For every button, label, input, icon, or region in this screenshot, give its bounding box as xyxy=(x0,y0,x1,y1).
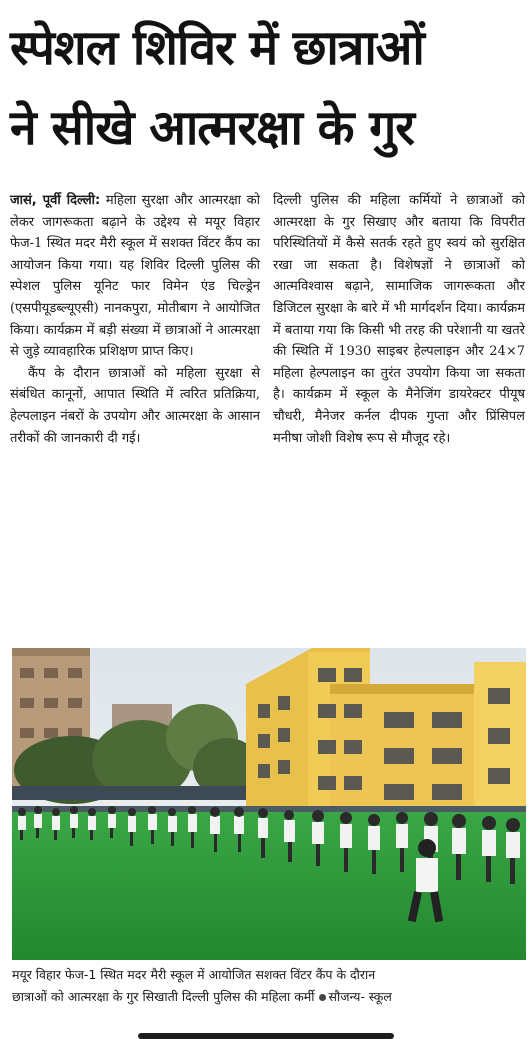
photo-credit: सौजन्य- स्कूल xyxy=(328,989,392,1004)
caption-line-2 xyxy=(12,986,526,1008)
home-indicator xyxy=(138,1033,394,1039)
caption-line-1: मयूर विहार फेज-1 स्थित मदर मैरी स्कूल में आयोजित सशक्त विंटर कैंप के दौरान xyxy=(12,967,376,982)
headline-line-2: ने सीखे आत्मरक्षा के गुर xyxy=(10,100,414,156)
article-paragraph-2: कैंप के दौरान छात्राओं को महिला सुरक्षा से संबंधित कानूनों, आपात स्थिति में त्वरित प्रतिक्रिया, हेल्पलाइन नंबरों के उपयोग और आत्मरक्षा के आसान तरीकों की जानकारी दी गई। xyxy=(10,365,260,446)
caption-line-2-text: छात्राओं को आत्मरक्षा के गुर सिखाती दिल्ली पुलिस की महिला कर्मी xyxy=(12,989,315,1004)
article-paragraph-3: दिल्ली पुलिस की महिला कर्मियों ने छात्राओं को आत्मरक्षा के गुर सिखाए और बताया कि विपरीत परिस्थितियों में कैसे सतर्क रहते हुए स्वयं को सुरक्षित रखा जा सकता है। विशेषज्ञों ने छात्राओं को आत्मविश्वास बढ़ाने, सामाजिक जागरूकता और डिजिटल सुरक्षा के बारे में भी मार्गदर्शन दिया। कार्यक्रम में बताया गया कि किसी भी तरह की परेशानी या खतरे की स्थिति में 1930 साइबर हेल्पलाइन और 24×7 महिला हेल्पलाइन का तुरंत उपयोग किया जा सकता है। कार्यक्रम में स्कूल के मैनेजिंग डायरेक्टर पीयूष चौधरी, मैनेजर कर्नल दीपक गुप्ता और प्रिंसिपल मनीषा जोशी विशेष रूप से मौजूद रहे। xyxy=(273,193,525,446)
article-column-right xyxy=(273,190,525,449)
headline-line-1: स्पेशल शिविर में छात्राओं xyxy=(10,20,424,76)
article-paragraph-1-text: महिला सुरक्षा और आत्मरक्षा को लेकर जागरूकता बढ़ाने के उद्देश्य से मयूर विहार फेज-1 स्थित मदर मैरी स्कूल में सशक्त विंटर कैंप का आयोजन किया गया। यह शिविर दिल्ली पुलिस की स्पेशल पुलिस यूनिट फार विमेन एंड चिल्ड्रेन (एसपीयूडब्ल्यूएसी) नानकपुरा, मोतीबाग ने आयोजित किया। कार्यक्रम में बड़ी संख्या में छात्राओं ने आत्मरक्षा से जुड़े व्यावहारिक प्रशिक्षण प्राप्त किए। xyxy=(10,193,260,360)
photo-caption xyxy=(12,964,526,1008)
news-photo xyxy=(12,648,526,960)
article-paragraph-1 xyxy=(10,190,260,363)
dateline: जासं, पूर्वी दिल्ली: xyxy=(10,193,101,208)
school-ground-photo-illustration xyxy=(12,648,526,960)
headline xyxy=(10,8,526,180)
article-column-left xyxy=(10,190,260,449)
caption-bullet-icon xyxy=(319,994,326,1001)
